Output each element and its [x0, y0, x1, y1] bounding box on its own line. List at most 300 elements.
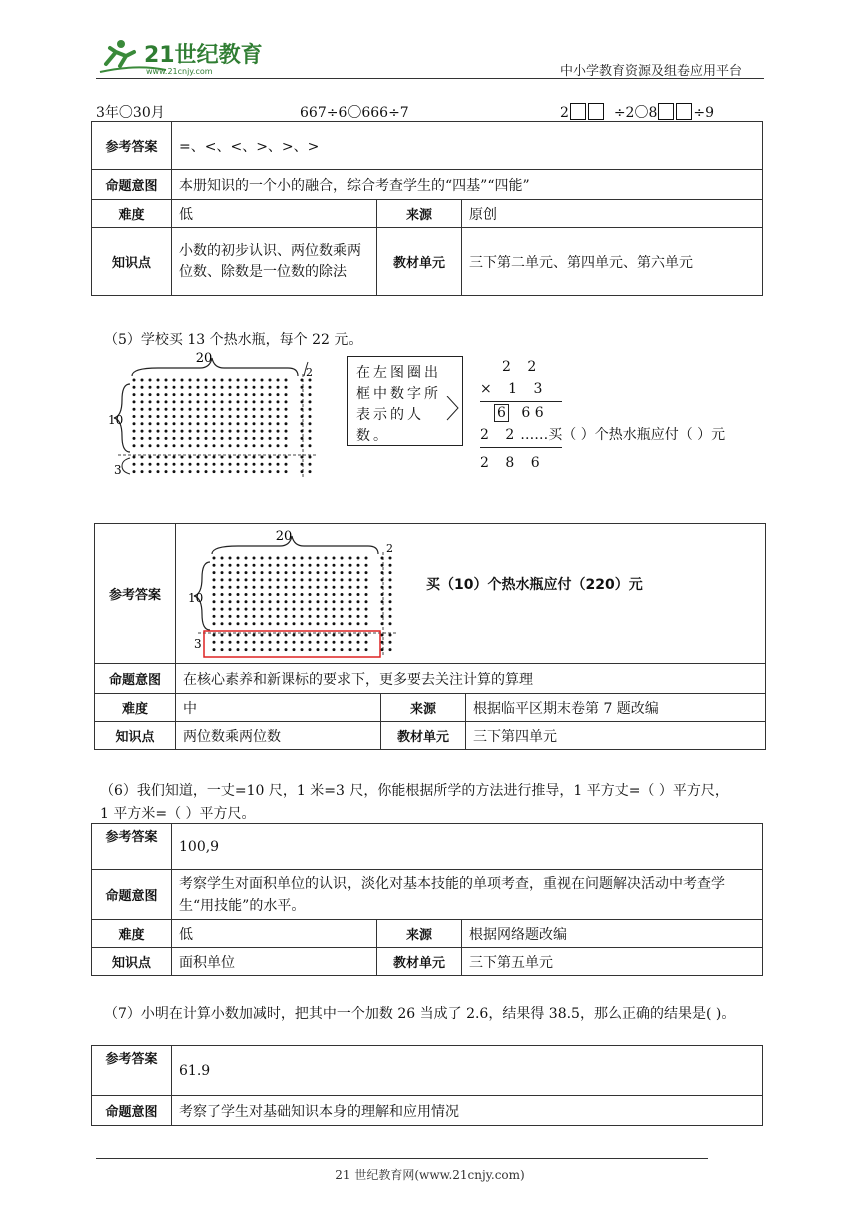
dot [245, 648, 248, 651]
dot [141, 470, 144, 473]
dot [237, 622, 240, 625]
dot [141, 393, 144, 396]
dot [261, 571, 264, 574]
dot [197, 386, 200, 389]
dot [181, 408, 184, 411]
dot [341, 556, 344, 559]
dot [389, 607, 392, 610]
dot [141, 422, 144, 425]
difficulty-label: 难度 [92, 920, 172, 948]
dot [253, 563, 256, 566]
compare-item-1: 3年〇30月 [96, 105, 165, 121]
answer-label: 参考答案 [92, 824, 172, 870]
dot [189, 456, 192, 459]
dot [237, 585, 240, 588]
calc-result: 2 8 6 [480, 455, 546, 471]
header-platform-title: 中小学教育资源及组卷应用平台 [560, 64, 743, 79]
dot [349, 622, 352, 625]
dot [341, 571, 344, 574]
dot [133, 393, 136, 396]
dot [269, 408, 272, 411]
dot [221, 456, 224, 459]
dot [277, 456, 280, 459]
dot [285, 386, 288, 389]
dot [173, 463, 176, 466]
dot [165, 422, 168, 425]
dot [293, 585, 296, 588]
dot-array-figure [108, 350, 328, 480]
dot [197, 379, 200, 382]
dot [229, 463, 232, 466]
dot [381, 633, 384, 636]
dot [285, 648, 288, 651]
dot [205, 393, 208, 396]
dot [181, 393, 184, 396]
dot [149, 470, 152, 473]
svg-text:www.21cnjy.com: www.21cnjy.com [146, 67, 213, 76]
dot [149, 444, 152, 447]
dot [181, 415, 184, 418]
dot [365, 614, 368, 617]
dot [349, 633, 352, 636]
dot [357, 585, 360, 588]
dot [173, 393, 176, 396]
dot [277, 386, 280, 389]
knowledge-value: 面积单位 [172, 948, 377, 976]
dot [157, 444, 160, 447]
dot [205, 386, 208, 389]
dot [157, 456, 160, 459]
dot [293, 571, 296, 574]
dot [285, 633, 288, 636]
dot [293, 578, 296, 581]
dot [245, 470, 248, 473]
dot [205, 400, 208, 403]
dot [341, 633, 344, 636]
dot [221, 437, 224, 440]
dot [213, 622, 216, 625]
dot [269, 563, 272, 566]
dot [149, 386, 152, 389]
dot [213, 393, 216, 396]
dot [245, 422, 248, 425]
dot [325, 648, 328, 651]
dot [293, 633, 296, 636]
dot [229, 633, 232, 636]
dot [189, 393, 192, 396]
dot [389, 585, 392, 588]
dot [253, 386, 256, 389]
dot [349, 578, 352, 581]
dot [301, 622, 304, 625]
difficulty-value: 中 [176, 694, 381, 722]
dot [309, 470, 312, 473]
answer-label: 参考答案 [95, 524, 176, 664]
dot [221, 593, 224, 596]
dot [157, 470, 160, 473]
dot [245, 444, 248, 447]
hint-bubble: 在左图圈出框中数字所表示的人数。 [347, 356, 463, 446]
dot [237, 607, 240, 610]
answer-table-2 [94, 523, 766, 750]
dot [349, 593, 352, 596]
svg-text:20: 20 [195, 351, 213, 366]
dot [301, 437, 304, 440]
intent-label: 命题意图 [92, 870, 172, 920]
dot [189, 437, 192, 440]
dot [189, 386, 192, 389]
dot [165, 386, 168, 389]
dot [389, 640, 392, 643]
dot [333, 607, 336, 610]
dot [365, 607, 368, 610]
dot [173, 470, 176, 473]
dot [325, 600, 328, 603]
dot [301, 648, 304, 651]
dot [229, 640, 232, 643]
dot [181, 437, 184, 440]
dot [221, 600, 224, 603]
dot [389, 622, 392, 625]
dot [253, 607, 256, 610]
calc-line: 6 6 6 [480, 402, 725, 424]
dot [237, 593, 240, 596]
dot [261, 444, 264, 447]
dot [277, 593, 280, 596]
dot [389, 556, 392, 559]
dot [181, 463, 184, 466]
svg-text:10: 10 [188, 590, 204, 605]
dot [237, 386, 240, 389]
dot [213, 408, 216, 411]
dot [221, 556, 224, 559]
dot [261, 614, 264, 617]
dot [221, 379, 224, 382]
dot [301, 593, 304, 596]
dot [149, 379, 152, 382]
dot [269, 470, 272, 473]
dot [173, 437, 176, 440]
dot [221, 578, 224, 581]
dot [269, 578, 272, 581]
dot [133, 379, 136, 382]
dot [309, 600, 312, 603]
dot [197, 456, 200, 459]
dot [389, 563, 392, 566]
dot [229, 648, 232, 651]
dot [157, 415, 160, 418]
dot [341, 578, 344, 581]
knowledge-label: 知识点 [92, 948, 172, 976]
dot [221, 430, 224, 433]
dot [197, 437, 200, 440]
dot [301, 463, 304, 466]
dot [173, 408, 176, 411]
dot [229, 585, 232, 588]
dot [269, 585, 272, 588]
dot [133, 444, 136, 447]
dot [189, 463, 192, 466]
dot [165, 408, 168, 411]
dot [333, 622, 336, 625]
dot [253, 571, 256, 574]
dot [317, 571, 320, 574]
dot [205, 379, 208, 382]
dot [253, 585, 256, 588]
dot [253, 415, 256, 418]
dot [221, 571, 224, 574]
dot [365, 563, 368, 566]
dot [285, 408, 288, 411]
dot [333, 556, 336, 559]
dot [285, 456, 288, 459]
dot [341, 593, 344, 596]
dot [261, 393, 264, 396]
dot [245, 430, 248, 433]
dot [237, 408, 240, 411]
dot [357, 571, 360, 574]
dot [221, 633, 224, 636]
dot [269, 456, 272, 459]
dot [221, 648, 224, 651]
dot [149, 430, 152, 433]
dot [309, 571, 312, 574]
dot [285, 422, 288, 425]
dot [181, 456, 184, 459]
dot [181, 430, 184, 433]
blank-box [570, 103, 586, 120]
answer-table-3 [91, 823, 763, 976]
dot [245, 571, 248, 574]
dot [349, 563, 352, 566]
dot [165, 437, 168, 440]
dot [229, 607, 232, 610]
dot [333, 571, 336, 574]
dot [237, 614, 240, 617]
dot [317, 640, 320, 643]
dot [173, 444, 176, 447]
dot [269, 640, 272, 643]
dot [189, 379, 192, 382]
dot [293, 640, 296, 643]
dot [341, 600, 344, 603]
dot [141, 456, 144, 459]
dot [293, 648, 296, 651]
dot [277, 633, 280, 636]
intent-value: 本册知识的一个小的融合，综合考查学生的“四基”“四能” [172, 170, 763, 200]
dot [357, 648, 360, 651]
dot [205, 430, 208, 433]
dot [269, 556, 272, 559]
dot [333, 633, 336, 636]
dot [205, 470, 208, 473]
dot [213, 415, 216, 418]
dot [261, 633, 264, 636]
dots-grid [133, 379, 312, 474]
dot [341, 614, 344, 617]
dot [261, 622, 264, 625]
dot [365, 633, 368, 636]
answer-value: 61.9 [172, 1046, 763, 1096]
dot [301, 607, 304, 610]
dot [221, 444, 224, 447]
dot [317, 563, 320, 566]
dot [317, 585, 320, 588]
dot [301, 430, 304, 433]
dot [181, 422, 184, 425]
dot [253, 633, 256, 636]
dot [141, 430, 144, 433]
dot [221, 607, 224, 610]
dot [261, 437, 264, 440]
dot [133, 430, 136, 433]
dot [133, 456, 136, 459]
blank-box [676, 103, 692, 120]
dot [221, 400, 224, 403]
dot [381, 607, 384, 610]
dot [253, 622, 256, 625]
dot [173, 430, 176, 433]
dot [245, 408, 248, 411]
answer-value: =、<、<、>、>、> [172, 122, 763, 170]
unit-label: 教材单元 [381, 722, 466, 750]
dot [229, 600, 232, 603]
dot [269, 393, 272, 396]
dot [261, 563, 264, 566]
dot [245, 633, 248, 636]
dot [325, 640, 328, 643]
dot [237, 379, 240, 382]
dot [229, 578, 232, 581]
unit-value: 三下第五单元 [462, 948, 763, 976]
svg-text:3: 3 [194, 636, 202, 651]
dot [221, 614, 224, 617]
dot [365, 556, 368, 559]
dot [389, 578, 392, 581]
calc-line: 2 2 [502, 359, 543, 375]
footer-text: 21 世纪教育网(www.21cnjy.com) [335, 1168, 525, 1182]
dot [285, 556, 288, 559]
dot [221, 422, 224, 425]
dot [269, 437, 272, 440]
dot [221, 563, 224, 566]
dot [333, 614, 336, 617]
dot [277, 408, 280, 411]
dot [261, 422, 264, 425]
dot [269, 444, 272, 447]
dot [349, 556, 352, 559]
dot [205, 415, 208, 418]
dot [293, 593, 296, 596]
dot [141, 437, 144, 440]
dot [221, 622, 224, 625]
dot [237, 633, 240, 636]
dot [341, 648, 344, 651]
dot [269, 415, 272, 418]
dot [309, 379, 312, 382]
dot [341, 585, 344, 588]
dot [309, 578, 312, 581]
dot [301, 444, 304, 447]
intent-label: 命题意图 [92, 1096, 172, 1126]
dot [245, 463, 248, 466]
dot [301, 563, 304, 566]
difficulty-label: 难度 [95, 694, 176, 722]
blank-box [658, 103, 674, 120]
boxed-digit: 6 [494, 404, 509, 422]
dot [229, 437, 232, 440]
dot [157, 437, 160, 440]
dot [245, 415, 248, 418]
dot [325, 578, 328, 581]
unit-value: 三下第二单元、第四单元、第六单元 [462, 228, 763, 296]
dot [229, 622, 232, 625]
dot [301, 633, 304, 636]
dot [181, 386, 184, 389]
dot [213, 444, 216, 447]
dot [237, 393, 240, 396]
dot [269, 622, 272, 625]
dot [213, 640, 216, 643]
dot [277, 571, 280, 574]
dot [133, 400, 136, 403]
dot [141, 379, 144, 382]
difficulty-value: 低 [172, 200, 377, 228]
dot [141, 386, 144, 389]
dot [269, 379, 272, 382]
dot [365, 578, 368, 581]
dot [309, 408, 312, 411]
dot [189, 470, 192, 473]
dot [285, 600, 288, 603]
dot [189, 444, 192, 447]
dot [309, 648, 312, 651]
dot [173, 415, 176, 418]
dot [277, 585, 280, 588]
dot [197, 408, 200, 411]
dot [381, 600, 384, 603]
dot [341, 622, 344, 625]
dot [285, 563, 288, 566]
dot [277, 415, 280, 418]
dot [213, 437, 216, 440]
dot [213, 585, 216, 588]
source-value: 根据网络题改编 [462, 920, 763, 948]
dot [221, 415, 224, 418]
dot [261, 400, 264, 403]
dot [245, 393, 248, 396]
dot [277, 556, 280, 559]
intent-value: 考察学生对面积单位的认识，淡化对基本技能的单项考查，重视在问题解决活动中考查学生“用技能”的水平。 [172, 870, 763, 920]
dot [245, 607, 248, 610]
dot [245, 600, 248, 603]
dot [293, 614, 296, 617]
dot [333, 648, 336, 651]
dot [229, 422, 232, 425]
dot [357, 578, 360, 581]
dot [221, 640, 224, 643]
dot [333, 578, 336, 581]
dot [237, 470, 240, 473]
dot [229, 563, 232, 566]
intent-label: 命题意图 [95, 664, 176, 694]
dot [253, 379, 256, 382]
dot [237, 578, 240, 581]
dot [381, 563, 384, 566]
dot [309, 622, 312, 625]
dot [285, 379, 288, 382]
dot [221, 393, 224, 396]
